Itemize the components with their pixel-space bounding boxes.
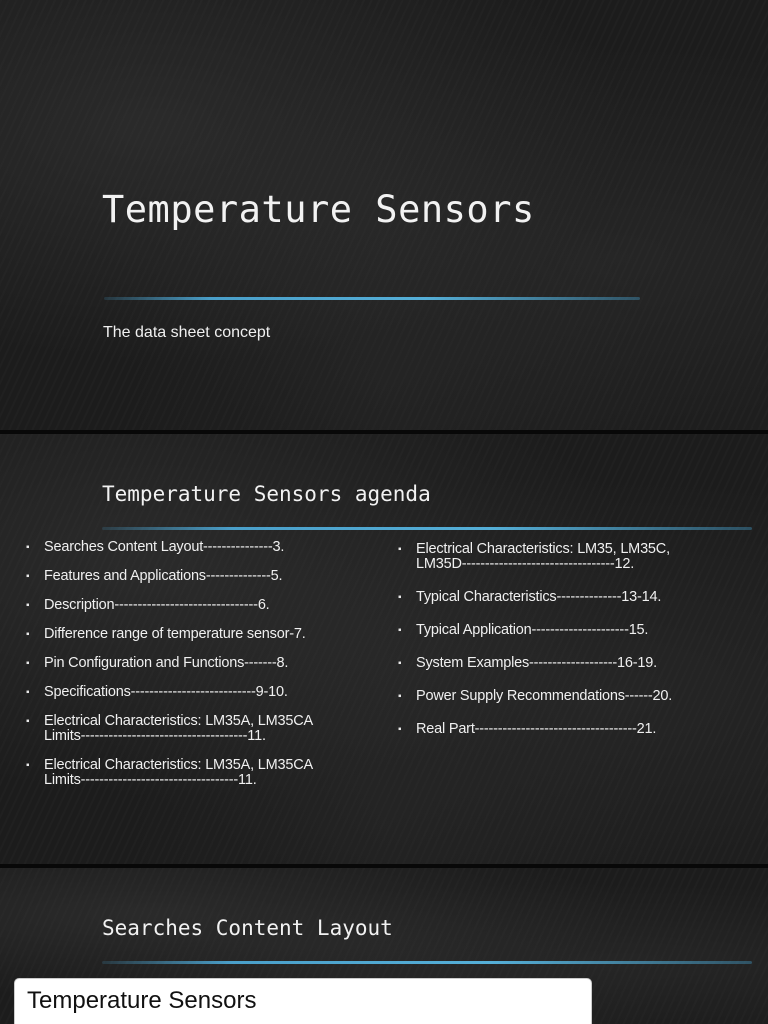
list-item: ▪ Description-------------------------------6. bbox=[26, 598, 366, 613]
title-slide bbox=[0, 0, 768, 430]
list-item: ▪ Typical Characteristics--------------13-14. bbox=[398, 590, 743, 605]
slide-subtitle: The data sheet concept bbox=[103, 324, 271, 341]
list-item: ▪ Electrical Characteristics: LM35A, LM35CA Limits----------------------------------11. bbox=[26, 758, 366, 788]
content-box-title: Temperature Sensors bbox=[27, 987, 257, 1014]
agenda-list-left bbox=[26, 540, 366, 802]
agenda-list-right bbox=[398, 542, 743, 755]
content-layout-underline bbox=[102, 961, 752, 964]
list-item: ▪ Pin Configuration and Functions-------8. bbox=[26, 656, 366, 671]
list-item: ▪ System Examples-------------------16-19. bbox=[398, 656, 743, 671]
content-box bbox=[14, 978, 592, 1024]
content-layout-title: Searches Content Layout bbox=[102, 916, 393, 940]
list-item: ▪ Electrical Characteristics: LM35A, LM35CA Limits------------------------------------11. bbox=[26, 714, 366, 744]
list-item: ▪ Real Part-----------------------------------21. bbox=[398, 722, 743, 737]
list-item: ▪ Difference range of temperature sensor-7. bbox=[26, 627, 366, 642]
slide-title: Temperature Sensors bbox=[102, 188, 535, 231]
title-underline bbox=[104, 297, 640, 300]
content-layout-slide bbox=[0, 868, 768, 1024]
agenda-slide bbox=[0, 434, 768, 864]
list-item: ▪ Power Supply Recommendations------20. bbox=[398, 689, 743, 704]
list-item: ▪ Features and Applications--------------5. bbox=[26, 569, 366, 584]
list-item: ▪ Specifications---------------------------9-10. bbox=[26, 685, 366, 700]
agenda-title: Temperature Sensors agenda bbox=[102, 482, 431, 506]
list-item: ▪ Electrical Characteristics: LM35, LM35C, LM35D---------------------------------12. bbox=[398, 542, 743, 572]
list-item: ▪ Typical Application---------------------15. bbox=[398, 623, 743, 638]
list-item: ▪ Searches Content Layout---------------3. bbox=[26, 540, 366, 555]
agenda-underline bbox=[102, 527, 752, 530]
